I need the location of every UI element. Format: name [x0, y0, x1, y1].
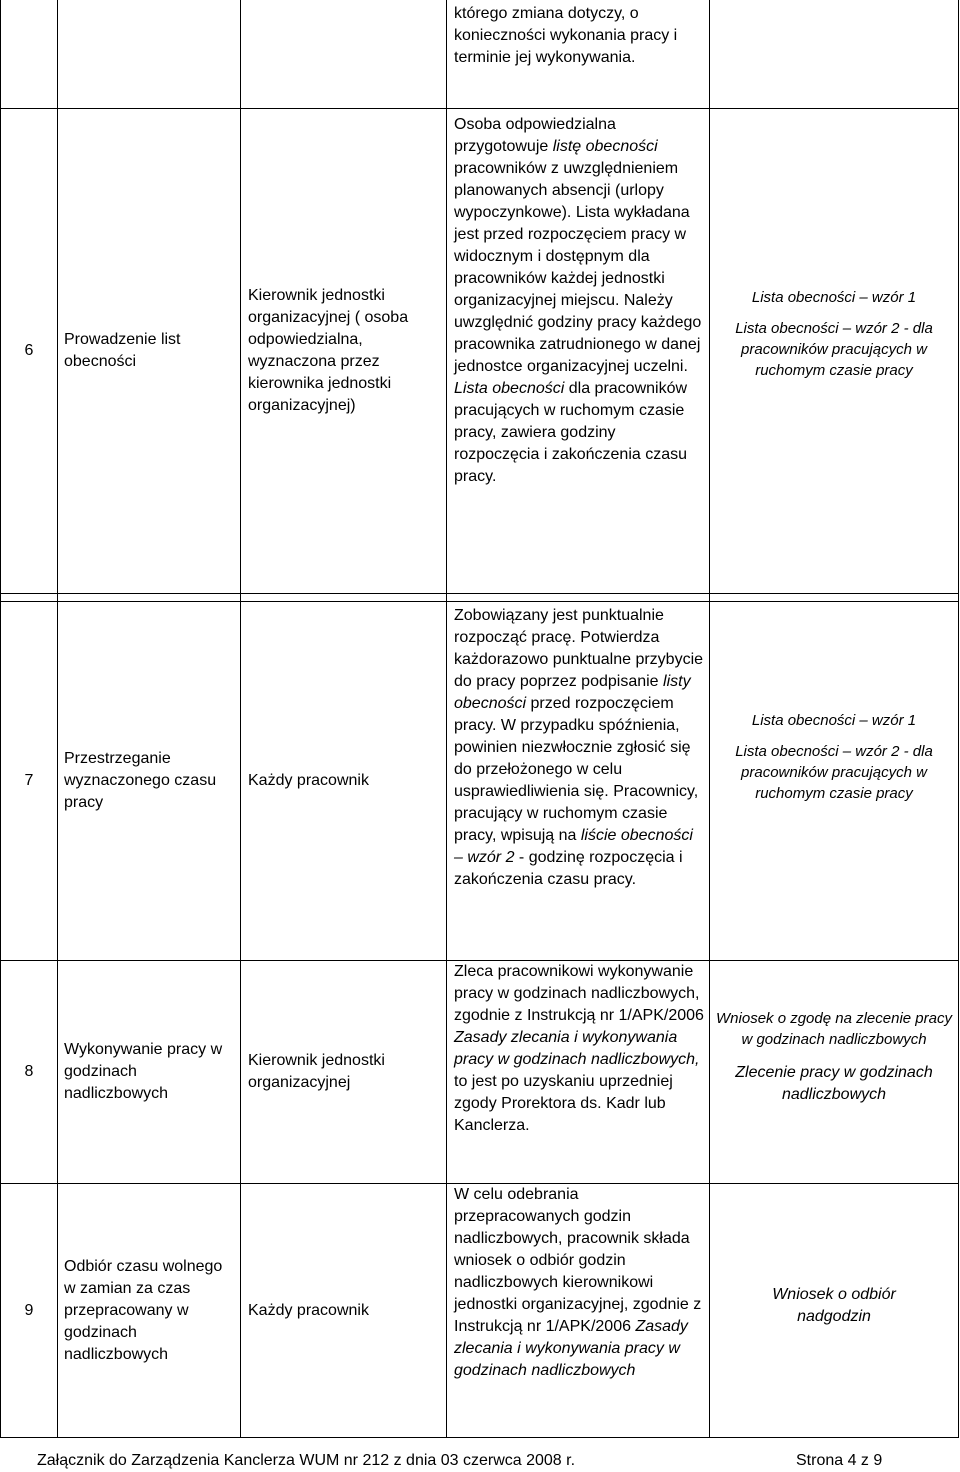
responsible-cell	[248, 960, 442, 1184]
row-number	[0, 960, 58, 1184]
description-text: dla pracowników pracujących w ruchomym czasie pracy, zawiera godziny rozpoczęcia i zakończenia czasu pracy.	[454, 380, 688, 485]
responsible-text: Każdy pracownik	[248, 772, 369, 789]
description-italic: listy obecności	[454, 673, 691, 712]
document-item: Lista obecności – wzór 1	[751, 289, 917, 306]
table-border-col3	[446, 0, 447, 1438]
description-italic: Zasady zlecania i wykonywania pracy w godzinach nadliczbowych	[454, 1318, 688, 1379]
description-text: W celu odebrania przepracowanych godzin nadliczbowych, pracownik składa wniosek o odbiór godzin nadliczbowych kierownikowi jednostki organizacyjnej, zgodnie z Instrukcją nr 1/APK/2006	[454, 1186, 702, 1335]
responsible-text: Kierownik jednostki organizacyjnej ( osoba odpowiedzialna, wyznaczona przez kierownika jednostki organizacyjnej)	[248, 286, 409, 414]
row-number	[0, 1183, 58, 1438]
table-border-col4	[709, 0, 710, 1438]
description-italic: Zasady zlecania i wykonywania pracy w godzinach nadliczbowych,	[454, 1029, 700, 1068]
document-item: Wniosek o zgodę na zlecenie pracy w godzinach nadliczbowych	[716, 1010, 952, 1048]
footer-attachment-note: Załącznik do Zarządzenia Kanclerza WUM nr 212 z dnia 03 czerwca 2008 r.	[37, 1452, 576, 1469]
document-item: Lista obecności – wzór 2 - dla pracowników pracujących w ruchomym czasie pracy	[735, 320, 933, 379]
table-border-right	[958, 0, 959, 1438]
description-cell	[454, 961, 704, 1137]
description-italic: listę obecności	[552, 138, 658, 155]
activity-cell	[64, 601, 236, 961]
footer-page-number: Strona 4 z 9	[796, 1452, 883, 1469]
activity-text: Wykonywanie pracy w godzinach nadliczbowych	[64, 1041, 223, 1102]
description-italic: liście obecności – wzór 2	[454, 827, 693, 866]
description-text: przed rozpoczęciem pracy. W przypadku spóźnienia, powinien niezwłocznie zgłosić się do przełożonego w celu usprawiedliwienia się. Pracownicy, pracujący w ruchomym czasie pracy, wpisują na	[454, 695, 699, 844]
activity-cell	[64, 960, 236, 1184]
row-number-text: 6	[24, 341, 34, 359]
description-italic: Lista obecności	[454, 380, 565, 397]
row-number-text: 9	[24, 1301, 34, 1319]
description-cell	[454, 1184, 704, 1382]
description-text: pracowników z uwzględnieniem planowanych absencji (urlopy wypoczynkowe). Lista wykładana jest przed rozpoczęciem pracy w widocznym i dostępnym dla pracowników każdej jednostki organizacyjnej miejscu. Należy uwzględnić godziny pracy każdego pracownika zatrudnionego w danej jednostce organizacyjnej uczelni.	[454, 160, 702, 375]
table-border-col2	[240, 0, 241, 1438]
activity-cell	[64, 108, 236, 593]
document-item: Zlecenie pracy w godzinach nadliczbowych	[735, 1064, 933, 1103]
description-text: - godzinę rozpoczęcia i zakończenia czasu pracy.	[454, 849, 683, 888]
description-text: Zobowiązany jest punktualnie rozpocząć pracę. Potwierdza każdorazowo punktualne przybycie do pracy poprzez podpisanie	[454, 607, 704, 690]
responsible-cell	[248, 601, 442, 961]
document-item: Wniosek o odbiór nadgodzin	[772, 1286, 896, 1325]
row-number	[0, 108, 58, 593]
description-text: Osoba odpowiedzialna przygotowuje	[454, 116, 616, 155]
responsible-cell	[248, 1183, 442, 1438]
responsible-cell	[248, 108, 442, 593]
documents-cell	[714, 1008, 954, 1106]
description-text: Zleca pracownikowi wykonywanie pracy w godzinach nadliczbowych, zgodnie z Instrukcją nr 1/APK/2006	[454, 963, 704, 1024]
row-divider	[0, 593, 959, 594]
row-number-text: 8	[24, 1063, 34, 1080]
document-item: Lista obecności – wzór 2 - dla pracowników pracujących w ruchomym czasie pracy	[735, 743, 933, 802]
responsible-text: Każdy pracownik	[248, 1301, 369, 1319]
activity-text: Odbiór czasu wolnego w zamian za czas przepracowany w godzinach nadliczbowych	[64, 1257, 223, 1363]
description-cell	[454, 114, 704, 488]
row-number	[0, 601, 58, 961]
documents-cell	[714, 287, 954, 381]
activity-text: Przestrzeganie wyznaczonego czasu pracy	[64, 750, 217, 811]
description-text: to jest po uzyskaniu uprzedniej zgody Prorektora ds. Kadr lub Kanclerza.	[454, 1073, 673, 1134]
activity-cell	[64, 1183, 236, 1438]
row-number-text: 7	[24, 772, 34, 789]
continuation-description: którego zmiana dotyczy, o konieczności wykonania pracy i terminie jej wykonywania.	[454, 5, 678, 66]
responsible-text: Kierownik jednostki organizacyjnej	[248, 1052, 385, 1091]
document-item: Lista obecności – wzór 1	[751, 712, 917, 729]
description-cell	[454, 605, 704, 891]
activity-text: Prowadzenie list obecności	[64, 330, 181, 370]
documents-cell	[714, 710, 954, 804]
documents-cell	[744, 1284, 924, 1328]
